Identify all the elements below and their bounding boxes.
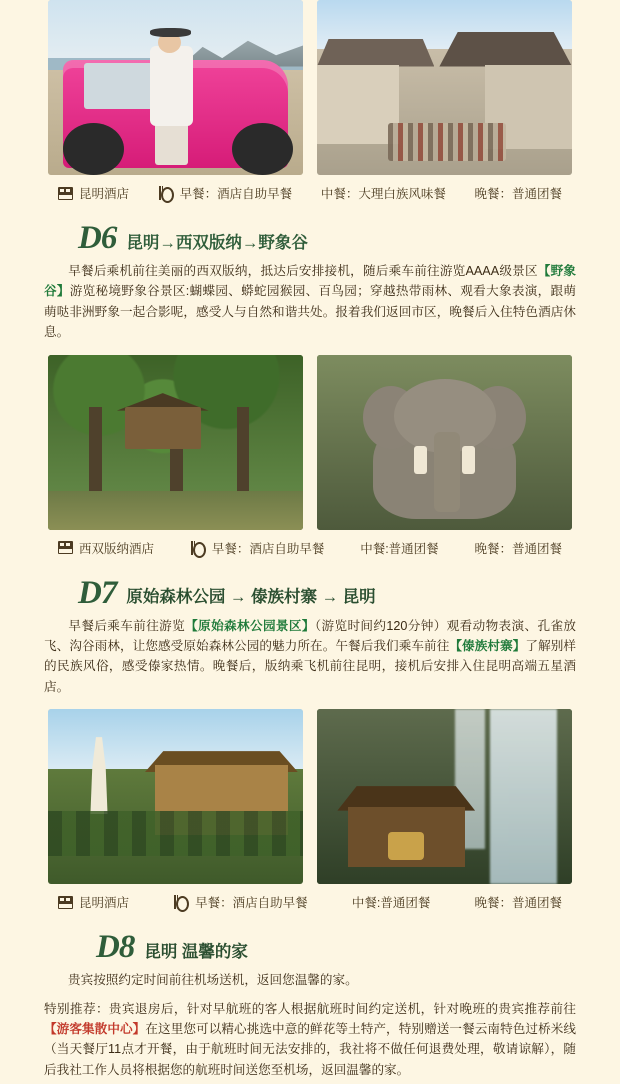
hotel-label: 昆明酒店	[79, 187, 130, 201]
breakfast-label: 早餐：酒店自助早餐	[179, 187, 293, 201]
text-part: 游览秘境野象谷景区:蝴蝶园、蟒蛇园猴园、百鸟园；穿越热带雨林、观看大象表演，跟萌萌哒非洲野象一起合影呢，感受人与自然和谐共处。报着我们返回市区，晚餐后入住特色酒店休息。	[44, 284, 576, 340]
photo-tree-house	[125, 407, 202, 449]
hotel-label: 昆明酒店	[79, 896, 130, 911]
day-description-d7	[0, 614, 620, 702]
highlight-scenic-spot: 【傣族村寨】	[449, 638, 526, 653]
photo-trees	[48, 811, 303, 857]
photo-roof-right	[439, 32, 572, 67]
highlight-shopping-center: 【游客集散中心】	[44, 1021, 146, 1036]
photo-elephant-trunk	[434, 432, 460, 513]
photo-elephant-tusk-right	[462, 446, 475, 474]
photo-rainforest	[48, 355, 303, 530]
photo-drum	[388, 832, 424, 860]
text-part: 早餐后乘车前往游览	[68, 618, 186, 633]
photo-wall-left	[317, 65, 399, 144]
text-part: 早餐后乘机前往美丽的西双版纳，抵达后安排接机，随后乘车前往游览AAAA级景区	[68, 264, 538, 278]
day-heading-d7	[0, 563, 620, 614]
lunch-label: 中餐:普通团餐	[360, 541, 439, 556]
meal-icon	[173, 895, 189, 909]
day-number: D8	[96, 929, 135, 966]
photo-waterfall	[490, 709, 556, 884]
day-heading-d8	[0, 917, 620, 968]
photo-row-day7	[0, 709, 620, 884]
photo-elephant	[317, 355, 572, 530]
text-part: 在这里您可以精心挑选中意的鲜花等土特产，特别赠送一餐云南特色过桥米线（当天餐厅11点才开餐，由于航班时间无法安排的，我社将不做任何退费处理，敬请谅解），随后我社工作人员将根据您的航班时间送您至机场，返回温馨的家。	[44, 1021, 577, 1077]
meal-bar-day6	[0, 530, 620, 563]
day-title: 原始森林公园 → 傣族村寨 → 昆明	[126, 588, 376, 607]
photo-pink-jeep	[48, 0, 303, 175]
photo-wheel-right	[232, 123, 293, 176]
lunch-label: 中餐:普通团餐	[351, 896, 431, 911]
hotel-icon	[58, 541, 73, 554]
meal-bar-day5	[0, 175, 620, 208]
highlight-scenic-spot: 【原始森林公园景区】	[185, 618, 315, 633]
lunch-label: 中餐：大理白族风味餐	[320, 187, 446, 201]
dinner-label: 晚餐：普通团餐	[474, 187, 562, 201]
day-title: 昆明 温馨的家	[144, 942, 248, 961]
photo-crowd	[388, 123, 505, 162]
text-part: （游览时间约120分钟）观看动物表演、孔雀放飞、沟谷雨林，让您感受原始森林公园的魅力所在。午餐后我们乘车前往	[44, 618, 577, 653]
hotel-icon	[58, 187, 73, 200]
meal-icon	[158, 186, 174, 200]
day-description-d6	[0, 259, 620, 347]
photo-person-legs	[155, 123, 188, 165]
text-part: 贵宾按照约定时间前往机场送机，返回您温馨的家。	[68, 973, 358, 988]
text-part: 了解别样的民族风俗，感受傣家热情。晚餐后，版纳乘飞机前往昆明，接机后安排入住昆明高端五星酒店。	[44, 638, 577, 694]
meal-icon	[190, 541, 206, 555]
text-part: 特别推荐：贵宾退房后，针对早航班的客人根据航班时间约定送机，针对晚班的贵宾推荐前往	[44, 1001, 576, 1016]
day-title: 昆明→西双版纳→野象谷	[126, 233, 308, 252]
photo-roof-left	[317, 39, 434, 67]
photo-elephant-tusk-left	[414, 446, 427, 474]
breakfast-label: 早餐：酒店自助早餐	[195, 896, 308, 911]
hotel-icon	[58, 896, 73, 909]
day-heading-d6	[0, 208, 620, 259]
photo-wheel-left	[63, 123, 124, 176]
breakfast-label: 早餐：酒店自助早餐	[211, 541, 325, 556]
photo-dai-village	[48, 709, 303, 884]
photo-row-day6	[0, 355, 620, 530]
day-d8-special-note	[0, 995, 620, 1084]
dinner-label: 晚餐：普通团餐	[474, 541, 563, 556]
day-description-d8	[0, 968, 620, 994]
photo-forest-floor	[48, 491, 303, 530]
meal-bar-day7	[0, 884, 620, 917]
photo-old-town	[317, 0, 572, 175]
dinner-label: 晚餐：普通团餐	[474, 896, 562, 911]
photo-row-day5	[0, 0, 620, 175]
hotel-label: 西双版纳酒店	[79, 541, 155, 556]
highlight-scenic-spot: 【野象谷】	[44, 264, 576, 299]
photo-person-body	[150, 46, 193, 127]
photo-waterfall-stage	[317, 709, 572, 884]
day-number: D6	[78, 220, 117, 256]
day-number: D7	[78, 574, 117, 611]
photo-person-hat	[150, 28, 191, 37]
